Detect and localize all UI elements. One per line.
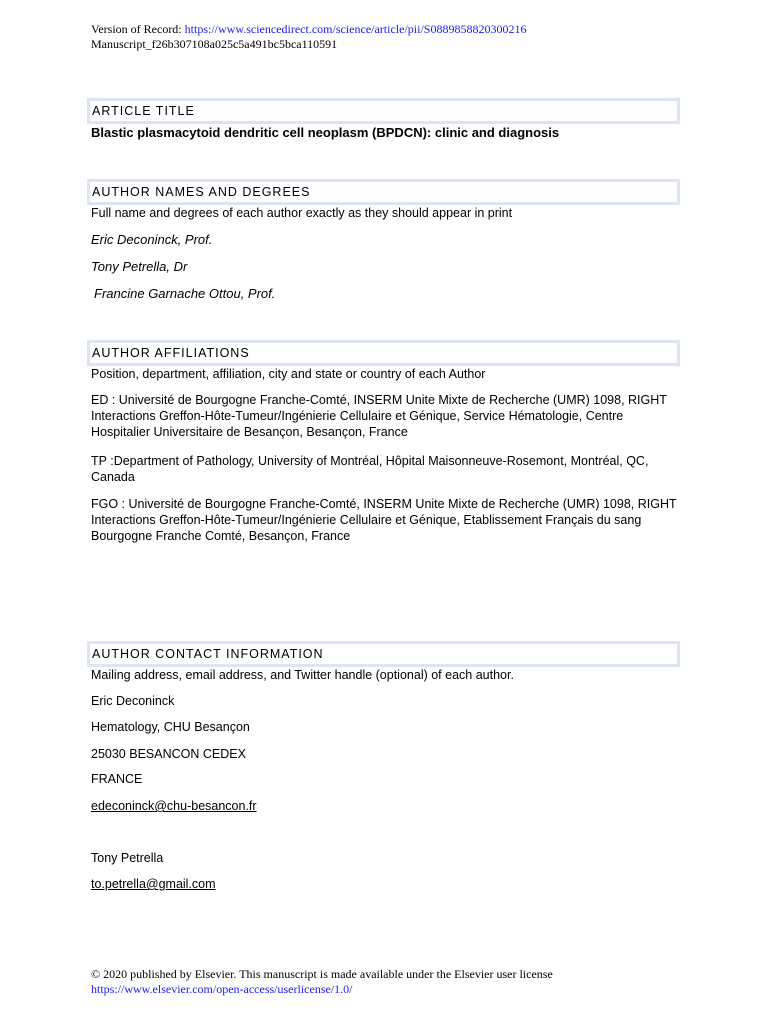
author-contact-heading-box bbox=[87, 641, 680, 667]
author-names-heading-box bbox=[87, 179, 680, 205]
author-affiliations-heading-box bbox=[87, 340, 680, 366]
license-text: © 2020 published by Elsevier. This manuscript is made available under the Elsevier user license bbox=[91, 967, 553, 981]
manuscript-id: Manuscript_f26b307108a025c5a491bc5bca110591 bbox=[91, 37, 338, 51]
version-of-record-link[interactable]: https://www.sciencedirect.com/science/article/pii/S0889858820300216 bbox=[184, 22, 527, 36]
affiliation-item: ED : Université de Bourgogne Franche-Comté, INSERM Unite Mixte de Recherche (UMR) 1098, RIGHT Interactions Greffon-Hôte-Tumeur/Ingénierie Cellulaire et Génique, Service Hématologie, Centre Hospitalier Universitaire de Besançon, Besançon, France bbox=[91, 393, 667, 439]
author-name: Francine Garnache Ottou, Prof. bbox=[94, 286, 276, 301]
author-names-instruction: Full name and degrees of each author exactly as they should appear in print bbox=[91, 206, 513, 220]
affiliations-instruction: Position, department, affiliation, city and state or country of each Author bbox=[91, 367, 486, 381]
contact-instruction: Mailing address, email address, and Twitter handle (optional) of each author. bbox=[91, 668, 514, 682]
affiliation-item: FGO : Université de Bourgogne Franche-Comté, INSERM Unite Mixte de Recherche (UMR) 1098, RIGHT Interactions Greffon-Hôte-Tumeur/Ingénierie Cellulaire et Génique, Etablissement Français du sang Bourgogne Franche Comté, Besançon, France bbox=[91, 497, 677, 543]
contact-country: FRANCE bbox=[91, 772, 143, 786]
contact-email-link[interactable]: to.petrella@gmail.com bbox=[91, 877, 216, 891]
article-title-heading: ARTICLE TITLE bbox=[92, 104, 195, 118]
contact-email-link[interactable]: edeconinck@chu-besancon.fr bbox=[91, 799, 257, 813]
author-name: Tony Petrella, Dr bbox=[91, 259, 188, 274]
contact-name: Eric Deconinck bbox=[91, 694, 175, 708]
license-footer bbox=[91, 967, 553, 997]
contact-department: Hematology, CHU Besançon bbox=[91, 720, 250, 734]
contact-name: Tony Petrella bbox=[91, 851, 164, 865]
article-title-heading-box bbox=[87, 98, 680, 124]
author-name: Eric Deconinck, Prof. bbox=[91, 232, 213, 247]
contact-postal: 25030 BESANCON CEDEX bbox=[91, 747, 246, 761]
version-label: Version of Record: bbox=[91, 22, 185, 36]
author-affiliations-heading: AUTHOR AFFILIATIONS bbox=[92, 346, 250, 360]
author-names-heading: AUTHOR NAMES AND DEGREES bbox=[92, 185, 311, 199]
version-of-record bbox=[91, 22, 526, 52]
article-title: Blastic plasmacytoid dendritic cell neoplasm (BPDCN): clinic and diagnosis bbox=[91, 125, 560, 140]
license-link[interactable]: https://www.elsevier.com/open-access/userlicense/1.0/ bbox=[91, 982, 353, 996]
affiliation-item: TP :Department of Pathology, University of Montréal, Hôpital Maisonneuve-Rosemont, Montréal, QC, Canada bbox=[91, 454, 649, 484]
author-contact-heading: AUTHOR CONTACT INFORMATION bbox=[92, 647, 324, 661]
